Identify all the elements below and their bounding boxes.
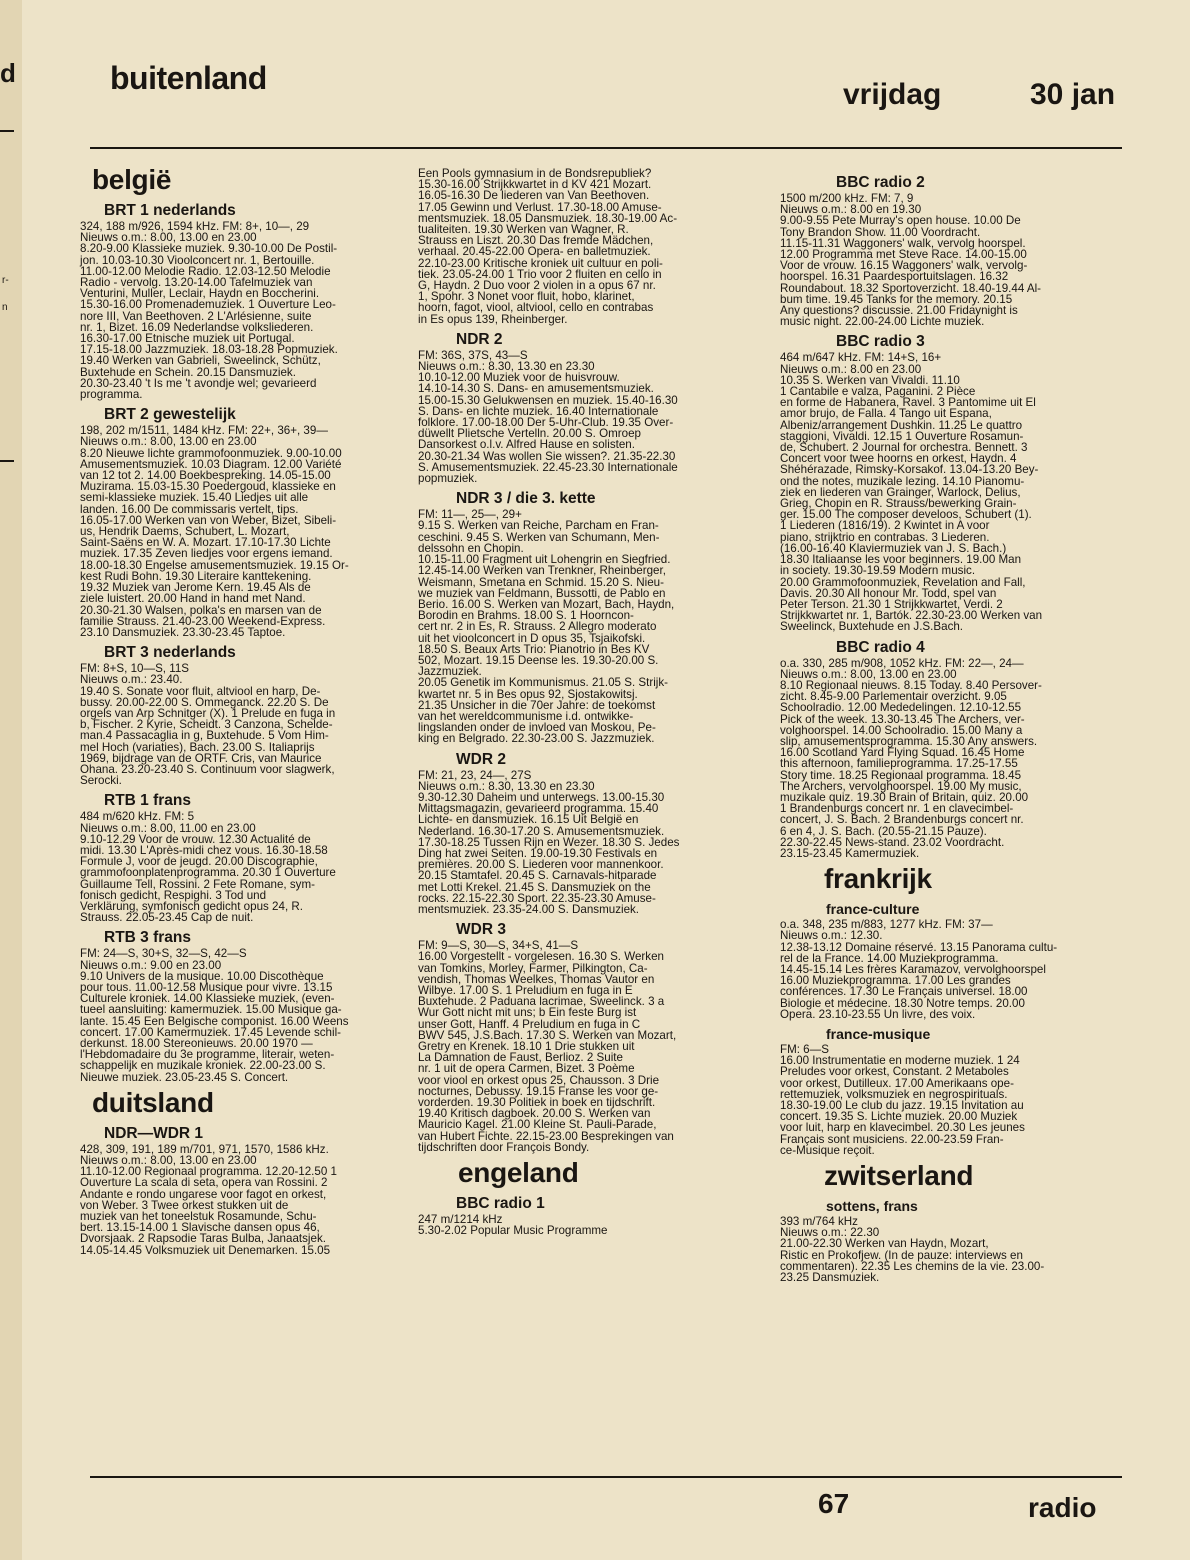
- program-listing: 324, 188 m/926, 1594 kHz. FM: 8+, 10—, 29 Nieuws o.m.: 8.00, 13.00 en 23.00 8.20-9.00 Klassieke muziek. 9.30-10.00 De Postil- jon. 10.03-10.30 Vioolconcert nr. 1, Bertouille. 11.00-12.00 Melodie Radio. 12.03-12.50 Melodie Radio - vervolg. 13.20-14.00 Tafelmuziek van Venturini, Muller, Leclair, Haydn en Boccherini. 15.30-16.00 Promenademuziek. 1 Ouverture Leo- nore III, Van Beethoven. 2 L'Arlésienne, suite nr. 1, Bizet. 16.09 Nederlandse volksliederen. 16.30-17.00 Etnische muziek uit Portugal. 17.15-18.00 Jazzmuziek. 18.03-18.28 Popmuziek. 19.40 Werken van Gabrieli, Sweelinck, Schütz, Buxtehude en Schein. 20.15 Dansmuziek. 20.30-23.40 't Is me 't avondje wel; gevarieerd programma.: [80, 220, 338, 402]
- edge-letter: n: [2, 302, 8, 313]
- station-heading: france-musique: [826, 1026, 931, 1042]
- page-number: 67: [818, 1488, 850, 1519]
- edge-letter: r-: [2, 275, 9, 286]
- section-title: buitenland: [110, 60, 267, 96]
- station-heading: BBC radio 4: [836, 638, 925, 656]
- program-listing: FM: 36S, 37S, 43—S Nieuws o.m.: 8.30, 13.30 en 23.30 10.10-12.00 Muziek voor de huisvrouw. 14.10-14.30 S. Dans- en amusementsmuziek. 15.00-15.30 Gelukwensen en muziek. 15.40-16.30 S. Dans- en lichte muziek. 16.40 Internationale folklore. 17.00-18.00 Der 5-Uhr-Club. 19.35 Over- düwellt Plietsche Vertelln. 20.00 S. Omroep Dansorkest o.l.v. Alfred Hause en solisten. 20.30-21.34 Was wollen Sie wissen?. 21.35-22.30 S. Amusementsmuziek. 22.45-23.30 Internationale popmuziek.: [418, 348, 678, 486]
- program-listing: Een Pools gymnasium in de Bondsrepubliek? 15.30-16.00 Strijkkwartet in d KV 421 Mozart. 16.05-16.30 De liederen van Van Beethoven. 17.05 Gewinn und Verlust. 17.30-18.00 Amuse- mentsmuziek. 18.05 Dansmuziek. 18.30-19.00 Ac- tualiteiten. 19.30 Werken van Wagner, R. Strauss en Liszt. 20.30 Das fremde Mädchen, verhaal. 20.45-22.00 Opera- en balletmuziek. 22.10-23.00 Kritische kroniek uit cultuur en poli- tiek. 23.05-24.00 1 Trio voor 2 fluiten en cello in G, Haydn. 2 Duo voor 2 violen in a opus 67 nr. 1, Spohr. 3 Nonet voor fluit, hobo, klarinet, hoorn, fagot, viool, altviool, cello en contrabas in Es opus 139, Rheinberger.: [418, 167, 678, 326]
- edge-line: [0, 130, 14, 132]
- station-heading: WDR 3: [456, 921, 506, 939]
- footer-section: radio: [1028, 1492, 1097, 1523]
- station-heading: BBC radio 3: [836, 333, 925, 351]
- program-listing: FM: 8+S, 10—S, 11S Nieuws o.m.: 23.40. 19.40 S. Sonate voor fluit, altviool en harp, De- bussy. 20.00-22.00 S. Ommeganck. 22.20 S. De orgels van Arp Schnitger (X). 1 Prelude en fuga in b, Fischer. 2 Kyrie, Scheidt. 3 Canzona, Schelde- man.4 Passacaglia in g, Buxtehude. 5 Vom Him- mel Hoch (variaties), Bach. 23.00 S. Italiaprijs 1969, bijdrage van de ORTF. Cris, van Maurice Ohana. 23.20-23.40 S. Continuum voor slagwerk, Serocki.: [80, 662, 336, 788]
- program-listing: FM: 21, 23, 24—, 27S Nieuws o.m.: 8.30, 13.30 en 23.30 9.30-12.30 Daheim und unterwegs. 13.00-15.30 Mittagsmagazin, gevarieerd programma. 15.40 Lichte- en dansmuziek. 16.15 Uit België en Nederland. 16.30-17.20 S. Amusementsmuziek. 17.30-18.25 Tussen Rijn en Wezer. 18.30 S. Jedes Ding hat zwei Seiten. 19.00-19.30 Festivals en premières. 20.00 S. Liederen voor mannenkoor. 20.15 Stamtafel. 20.45 S. Carnavals-hitparade met Lotti Krekel. 21.45 S. Dansmuziek on the rocks. 22.15-22.30 Sport. 22.35-23.30 Amuse- mentsmuziek. 23.35-24.00 S. Dansmuziek.: [418, 768, 680, 916]
- country-heading: zwitserland: [824, 1160, 974, 1192]
- edge-line: [0, 460, 14, 462]
- program-listing: 484 m/620 kHz. FM: 5 Nieuws o.m.: 8.00, 11.00 en 23.00 9.10-12.29 Voor de vrouw. 12.30 Actualité de midi. 13.30 L'Après-midi chez vous. 16.30-18.58 Formule J, voor de jeugd. 20.00 Discographie, grammofoonplatenprogramma. 20.30 1 Ouverture Guillaume Tell, Rossini. 2 Fete Romane, sym- fonisch gedicht, Respighi. 3 Tod und Verklärung, symfonisch gedicht opus 24, R. Strauss. 22.05-23.45 Cap de nuit.: [80, 810, 336, 925]
- left-page-edge: [0, 0, 22, 1560]
- column-3: [780, 174, 1120, 1283]
- program-listing: 1500 m/200 kHz. FM: 7, 9 Nieuws o.m.: 8.00 en 19.30 9.00-9.55 Pete Murray's open house. 10.00 De Tony Brandon Show. 11.00 Voordracht. 11.15-11.31 Waggoners' walk, vervolg hoorspel. 12.00 Programma met Steve Race. 14.00-15.00 Voor de vrouw. 16.15 Waggoners' walk, vervolg- hoorspel. 16.31 Paardesportuitslagen. 16.32 Roundabout. 18.32 Sportoverzicht. 18.40-19.44 Al- bum time. 19.45 Tanks for the memory. 20.15 Any questions? discussie. 21.00 Fridaynight is music night. 22.00-24.00 Lichte muziek.: [780, 192, 1042, 329]
- program-listing: 428, 309, 191, 189 m/701, 971, 1570, 1586 kHz. Nieuws o.m.: 8.00, 13.00 en 23.00 11.10-12.00 Regionaal programma. 12.20-12.50 1 Ouverture La scala di seta, opera van Rossini. 2 Andante e rondo ungarese voor fagot en orkest, von Weber. 3 Twee orkest stukken uit de muziek van het toneelstuk Rosamunde, Schu- bert. 13.15-14.00 1 Slavische dansen opus 46, Dvorsjaak. 2 Rapsodie Taras Bulba, Janaatsjek. 14.05-14.45 Volksmuziek uit Denemarken. 15.05: [80, 1142, 337, 1257]
- program-listing: FM: 24—S, 30+S, 32—S, 42—S Nieuws o.m.: 9.00 en 23.00 9.10 Univers de la musique. 10.00 Discothèque pour tous. 11.00-12.58 Musique pour vivre. 13.15 Culturele kroniek. 14.00 Klassieke muziek, (even- tueel aansluiting: kamermuziek. 15.00 Musique ga- lante. 15.45 Een Belgische componist. 16.00 Weens concert. 17.00 Kamermuziek. 17.45 Levende schil- derkunst. 18.00 Stereonieuws. 20.00 1970 — l'Hebdomadaire du 3e programme, literair, weten- schappelijk en muzikale kroniek. 22.00-23.00 S. Nieuwe muziek. 23.05-23.45 S. Concert.: [80, 947, 349, 1084]
- station-heading: RTB 1 frans: [104, 792, 191, 810]
- program-listing: o.a. 330, 285 m/908, 1052 kHz. FM: 22—, 24— Nieuws o.m.: 8.00, 13.00 en 23.00 8.10 Regionaal nieuws. 8.15 Today. 8.40 Persover- zicht. 8.45-9.00 Parlementair overzicht. 9.05 Schoolradio. 12.00 Mededelingen. 12.10-12.55 Pick of the week. 13.30-13.45 The Archers, ver- volghoorspel. 14.00 Schoolradio. 15.00 Many a slip, amusementsprogramma. 15.30 Any answers. 16.00 Scotland Yard Flying Squad. 16.45 Home this afternoon, familieprogramma. 17.25-17.55 Story time. 18.25 Regionaal programma. 18.45 The Archers, vervolghoorspel. 19.00 My music, muzikale quiz. 19.30 Brain of Britain, quiz. 20.00 1 Brandenburgs concert nr. 1 en clavecimbel- concert, J. S. Bach. 2 Brandenburgs concert nr. 6 en 4, J. S. Bach. (20.55-21.15 Pauze). 22.30-22.45 News-stand. 23.02 Voordracht. 23.15-23.45 Kamermuziek.: [780, 656, 1042, 860]
- station-heading: BBC radio 2: [836, 174, 925, 191]
- program-listing: 393 m/764 kHz Nieuws o.m.: 22.30 21.00-22.30 Werken van Haydn, Mozart, Ristic en Prokofjew. (In de pauze: interviews en commentaren). 22.35 Les chemins de la vie. 23.00- 23.25 Dansmuziek.: [780, 1215, 1045, 1285]
- country-heading: engeland: [458, 1157, 579, 1189]
- station-heading: BBC radio 1: [456, 1195, 545, 1213]
- program-listing: 247 m/1214 kHz 5.30-2.02 Popular Music Programme: [418, 1213, 608, 1238]
- column-2: [418, 168, 748, 1236]
- program-listing: 464 m/647 kHz. FM: 14+S, 16+ Nieuws o.m.: 8.00 en 23.00 10.35 S. Werken van Vivaldi. 11.10 1 Cantabile e valza, Paganini. 2 Pièce en forme de Habanera, Ravel. 3 Pantomime uit El amor brujo, de Falla. 4 Tango uit Espana, Albeniz/arrangement Dushkin. 11.25 Le quattro staggioni, Vivaldi. 12.15 1 Ouverture Rosamun- de, Schubert. 2 Journal for orchestra. Bennett. 3 Concert voor twee hoorns en orkest, Haydn. 4 Shéhérazade, Rimsky-Korsakof. 13.04-13.20 Bey- ond the notes, muzikale lezing. 14.10 Pianomu- ziek en liederen van Grainger, Warlock, Delius, Grieg, Chopin en R. Strauss/bewerking Grain- ger. 15.00 The composer develoos, Schubert (1). 1 Liederen (1816/19). 2 Kwintet in A voor piano, strijktrio en contrabas. 3 Liederen. (16.00-16.40 Klaviermuziek van J. S. Bach.) 18.30 Italiaanse les voor beginners. 19.00 Man in society. 19.30-19.59 Modern music. 20.00 Grammofoonmuziek, Revelation and Fall, Davis. 20.30 All honour Mr. Todd, spel van Peter Terson. 21.30 1 Strijkkwartet, Verdi. 2 Strijkkwartet nr. 1, Bartók. 22.30-23.00 Werken van Sweelinck, Buxtehude en J.S.Bach.: [780, 351, 1043, 634]
- edge-letter: d: [0, 58, 16, 88]
- column-1: [80, 160, 385, 1256]
- station-heading: NDR 3 / die 3. kette: [456, 490, 596, 508]
- country-heading: frankrijk: [824, 863, 932, 895]
- station-heading: sottens, frans: [826, 1198, 918, 1215]
- station-heading: BRT 3 nederlands: [104, 644, 236, 662]
- station-heading: france-culture: [826, 901, 920, 918]
- day-label: vrijdag: [843, 78, 942, 111]
- country-heading: duitsland: [92, 1086, 214, 1118]
- station-heading: WDR 2: [456, 750, 506, 768]
- header-rule: [90, 147, 1122, 149]
- program-listing: FM: 11—, 25—, 29+ 9.15 S. Werken van Reiche, Parcham en Fran- ceschini. 9.45 S. Werken van Schumann, Men- delssohn en Chopin. 10.15-11.00 Fragment uit Lohengrin en Siegfried. 12.45-14.00 Werken van Trenkner, Rheinberger, Weismann, Smetana en Schmid. 15.20 S. Nieu- we muziek van Feldmann, Bussotti, de Pablo en Berio. 16.00 S. Werken van Mozart, Bach, Haydn, Borodin en Brahms. 18.00 S. 1 Hoorncon- cert nr. 2 in Es, R. Strauss. 2 Allegro moderato uit het vioolconcert in D opus 35, Tsjaikofski. 18.50 S. Beaux Arts Trio: Pianotrio in Bes KV 502, Mozart. 19.15 Deense les. 19.30-20.00 S. Jazzmuziek. 20.05 Genetik im Kommunismus. 21.05 S. Strijk- kwartet nr. 5 in Bes opus 92, Sjostakowitsj. 21.35 Unsicher in die 70er Jahre: de toekomst van het wereldcommunisme i.d. ontwikke- lingslanden onder de invloed van Moskou, Pe- king en Belgrado. 22.30-23.00 S. Jazzmuziek.: [418, 508, 675, 746]
- date-label: 30 jan: [1030, 78, 1116, 111]
- country-heading: belgië: [92, 164, 172, 195]
- station-heading: BRT 2 gewestelijk: [104, 406, 236, 424]
- station-heading: NDR—WDR 1: [104, 1124, 204, 1142]
- station-heading: RTB 3 frans: [104, 929, 191, 947]
- program-listing: o.a. 348, 235 m/883, 1277 kHz. FM: 37— Nieuws o.m.: 12.30. 12.38-13.12 Domaine réservé. 13.15 Panorama cultu- rel de la France. 14.00 Muziekprogramma. 14.45-15.14 Les frères Karamazov, vervolghoorspel 16.00 Muziekprogramma. 17.00 Les grandes conférences. 17.30 Le Français universel. 18.00 Biologie et médecine. 18.30 Notre temps. 20.00 Opera. 23.10-23.55 Un livre, des voix.: [780, 918, 1058, 1021]
- footer-rule: [90, 1476, 1122, 1478]
- program-listing: FM: 9—S, 30—S, 34+S, 41—S 16.00 Vorgestellt - vorgelesen. 16.30 S. Werken van Tomkins, Morley, Farmer, Pilkington, Ca- vendish, Thomas Weelkes, Thomas Vautor en Wilbye. 17.00 S. 1 Preludium en fuga in E Buxtehude. 2 Paduana lacrimae, Sweelinck. 3 a Wur Gott nicht mit uns; b Ein feste Burg ist unser Gott, Hanff. 4 Preludium en fuga in C BWV 545, J.S.Bach. 17.30 S. Werken van Mozart, Gretry en Krenek. 18.10 1 Drie stukken uit La Damnation de Faust, Berlioz. 2 Suite nr. 1 uit de opera Carmen, Bizet. 3 Poème voor viool en orkest opus 25, Chausson. 3 Drie nocturnes, Debussy. 19.15 Franse les voor ge- vorderden. 19.30 Politiek in boek en tijdschrift. 19.40 Kritisch dagboek. 20.00 S. Werken van Mauricio Kagel. 21.00 Kleine St. Pauli-Parade, van Hubert Fichte. 22.15-23.00 Besprekingen van tijdschriften door François Bondy.: [418, 939, 677, 1154]
- station-heading: BRT 1 nederlands: [104, 202, 236, 219]
- program-listing: FM: 6—S 16.00 Instrumentatie en moderne muziek. 1 24 Preludes voor orkest, Constant. 2 Metaboles voor orkest, Dutilleux. 17.00 Amerikaans ope- rettemuziek, volksmuziek en negrospirituals. 18.30-19.00 Le club du jazz. 19.15 Invitation au concert. 19.35 S. Lichte muziek. 20.00 Muziek voor luit, harp en klavecimbel. 20.30 Les jeunes Français sont musiciens. 22.00-23.59 Fran- ce-Musique reçoit.: [780, 1043, 1025, 1157]
- program-listing: 198, 202 m/1511, 1484 kHz. FM: 22+, 36+, 39— Nieuws o.m.: 8.00, 13.00 en 23.00 8.20 Nieuwe lichte grammofoonmuziek. 9.00-10.00 Amusementsmuziek. 10.03 Diagram. 12.00 Variété van 12 tot 2. 14.00 Boekbespreking. 14.05-15.00 Muzirama. 15.03-15.30 Poedergoud, klassieke en semi-klassieke muziek. 15.40 Liedjes uit alle landen. 16.00 De commissaris vertelt, tips. 16.05-17.00 Werken van von Weber, Bizet, Sibeli- us, Hendrik Daems, Schubert, L. Mozart, Saint-Saëns en W. A. Mozart. 17.10-17.30 Lichte muziek. 17.35 Zeven liedjes voor ergens iemand. 18.00-18.30 Engelse amusementsmuziek. 19.15 Or- kest Rudi Bohn. 19.30 Literaire kanttekening. 19.32 Muziek van Jerome Kern. 19.45 Als de ziele luistert. 20.00 Hand in hand met Nand. 20.30-21.30 Walsen, polka's en marsen van de familie Strauss. 21.40-23.00 Weekend-Express. 23.10 Dansmuziek. 23.30-23.45 Taptoe.: [80, 424, 349, 639]
- station-heading: NDR 2: [456, 330, 503, 348]
